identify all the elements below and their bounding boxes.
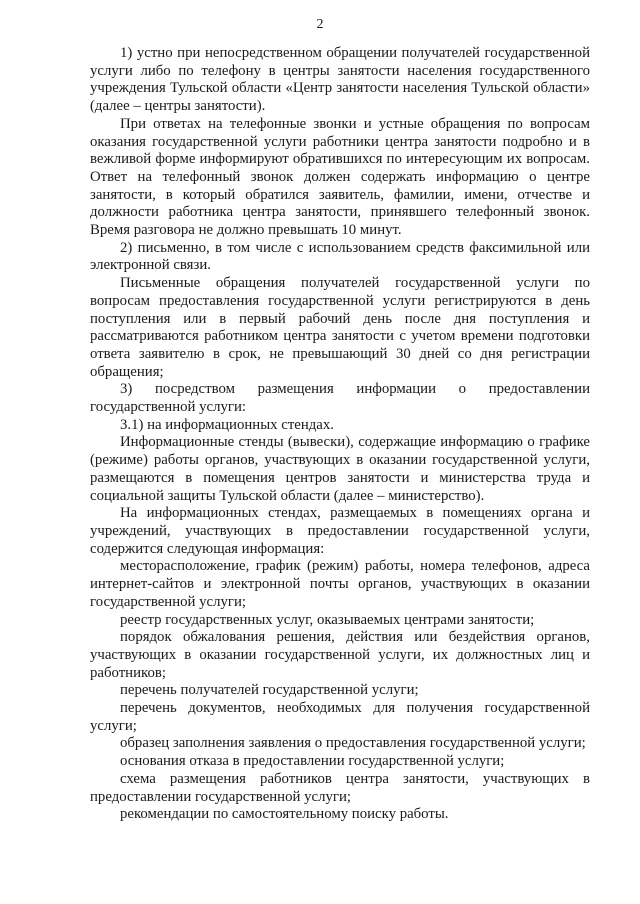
paragraph: На информационных стендах, размещаемых в помещениях органа и учреждений, участвующих в предоставлении государственной услуги, содержится следующая информация: — [90, 505, 590, 557]
list-item: месторасположение, график (режим) работы, номера телефонов, адреса интернет-сайтов и электронной почты органов, участвующих в оказании государственной услуги; — [90, 558, 590, 610]
list-item: порядок обжалования решения, действия или бездействия органов, участвующих в оказании государственной услуги, их должностных лиц и работников; — [90, 629, 590, 681]
document-body — [90, 45, 590, 824]
paragraph: 2) письменно, в том числе с использованием средств факсимильной или электронной связи. — [90, 239, 590, 274]
list-item: рекомендации по самостоятельному поиску работы. — [120, 806, 449, 823]
list-item: реестр государственных услуг, оказываемых центрами занятости; — [120, 611, 535, 628]
list-item: образец заполнения заявления о предоставления государственной услуги; — [120, 735, 586, 752]
paragraph: 3) посредством размещения информации о предоставлении государственной услуги: — [90, 381, 590, 416]
list-item: схема размещения работников центра занятости, участвующих в предоставлении государственной услуги; — [90, 770, 590, 805]
page-number: 2 — [316, 17, 324, 32]
paragraph: При ответах на телефонные звонки и устные обращения по вопросам оказания государственной услуги работники центра занятости подробно и в вежливой форме информируют обратившихся по интересующим их вопросам. Ответ на телефонный звонок должен содержать информацию о центре занятости, в который обратился заявитель, фамилии, имени, отчестве и должности работника центра занятости, принявшего телефонный звонок. Время разговора не должно превышать 10 минут. — [90, 115, 590, 239]
list-item: перечень документов, необходимых для получения государственной услуги; — [90, 700, 590, 734]
list-item: основания отказа в предоставлении государственной услуги; — [120, 753, 505, 770]
list-item: перечень получателей государственной услуги; — [120, 682, 419, 699]
paragraph: 1) устно при непосредственном обращении получателей государственной услуги либо по телефону в центры занятости населения государственного учреждения Тульской области «Центр занятости населения Тульской области» (далее – центры занятости). — [90, 45, 590, 115]
paragraph: Письменные обращения получателей государственной услуги по вопросам предоставления государственной услуги регистрируются в день поступления или в первый рабочий день после дня поступления и рассматриваются работником центра занятости с учетом времени подготовки ответа заявителю в срок, не превышающий 30 дней со дня регистрации обращения; — [90, 275, 590, 380]
paragraph: Информационные стенды (вывески), содержащие информацию о графике (режиме) работы органов, участвующих в оказании государственной услуги, размещаются в помещения центров занятости и министерства труда и социальной защиты Тульской области (далее – министерство). — [90, 434, 590, 504]
paragraph: 3.1) на информационных стендах. — [120, 416, 334, 433]
